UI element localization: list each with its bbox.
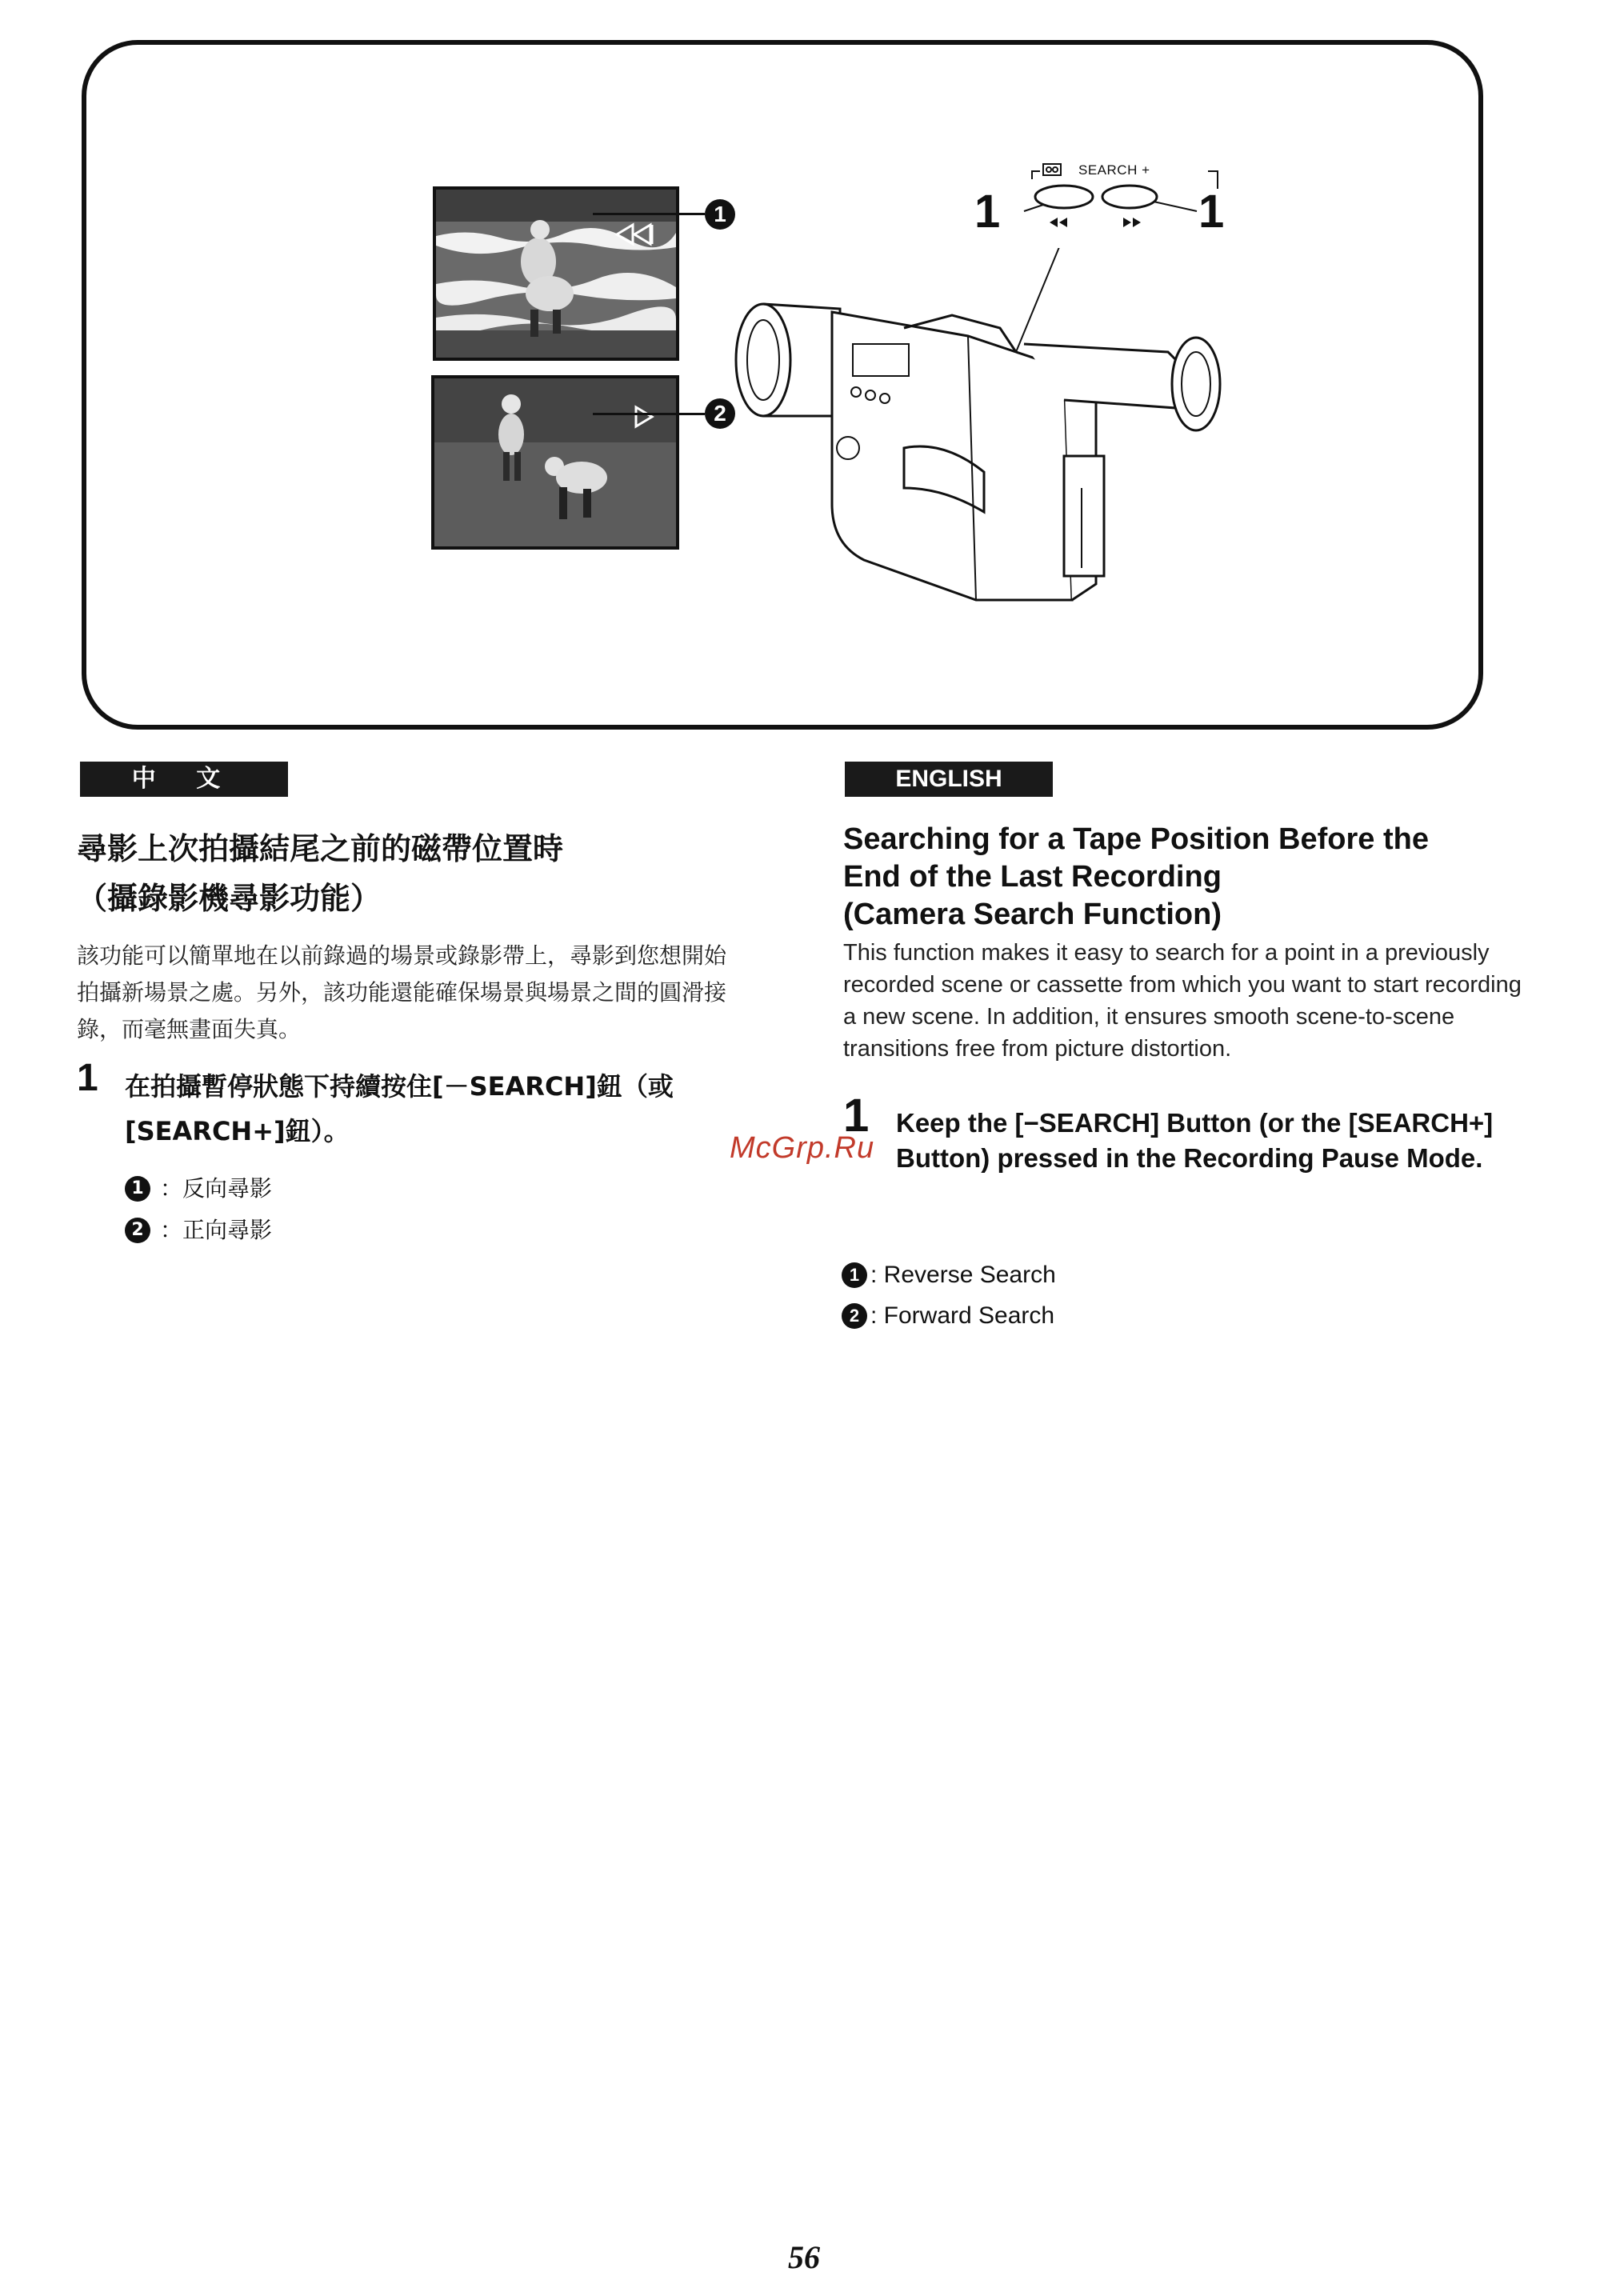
legend-callout-2: 2: [842, 1303, 867, 1329]
search-button-label: SEARCH +: [1078, 162, 1150, 178]
chinese-title: [77, 824, 741, 923]
chinese-legend-forward: [125, 1214, 272, 1246]
callout-leader-line: [593, 213, 705, 215]
english-legend-2-text: : Forward Search: [870, 1302, 1055, 1329]
legend-callout-1: 1: [125, 1176, 150, 1202]
legend-callout-2: 2: [125, 1218, 150, 1243]
figure-step-number-left: 1: [974, 186, 1001, 238]
english-title: [843, 821, 1563, 934]
legend-callout-1: 1: [842, 1262, 867, 1288]
fast-forward-icon: [1123, 218, 1141, 227]
chinese-title-line1: 尋影上次拍攝結尾之前的磁帶位置時: [77, 831, 564, 866]
watermark: McGrp.Ru: [730, 1131, 875, 1165]
english-section-badge: ENGLISH: [845, 762, 1053, 797]
english-legend-forward: [842, 1300, 1054, 1332]
chinese-step-text: 在拍攝暫停狀態下持續按住[－SEARCH]鈕（或[SEARCH+]鈕）。: [125, 1071, 674, 1146]
chinese-section-badge: 中 文: [80, 762, 288, 797]
chinese-legend-2-text: ：正向尋影: [160, 1217, 273, 1243]
search-buttons-diagram: [1008, 157, 1240, 237]
english-title-line3: (Camera Search Function): [843, 898, 1222, 931]
figure-step-number-right: 1: [1198, 186, 1225, 238]
callout-1: 1: [705, 199, 735, 230]
english-step-text: Keep the [−SEARCH] Button (or the [SEARCH+] Button) pressed in the Recording Pause Mode.: [896, 1108, 1494, 1173]
english-legend-1-text: : Reverse Search: [870, 1262, 1056, 1288]
english-title-line2: End of the Last Recording: [843, 860, 1222, 894]
chinese-step-number: 1: [77, 1057, 98, 1099]
chinese-intro-paragraph: 該功能可以簡單地在以前錄過的場景或錄影帶上，尋影到您想開始拍攝新場景之處。另外，該功能還能確保場景與場景之間的圓滑接錄，而毫無畫面失真。: [77, 942, 727, 1042]
camcorder-illustration: [712, 248, 1272, 664]
forward-search-photo: [434, 378, 676, 546]
chinese-legend-reverse: [125, 1173, 272, 1205]
chinese-legend-1-text: ：反向尋影: [160, 1175, 273, 1202]
forward-search-screen-image: [431, 375, 679, 550]
english-step-number: 1: [843, 1090, 870, 1142]
english-intro-paragraph: This function makes it easy to search for a point in a previously recorded scene or cassette from which you want to start recording a new scene. In addition, it ensures smooth scene-to-scene transitions free from picture distortion.: [843, 940, 1522, 1062]
chinese-title-line2: （攝錄影機尋影功能）: [77, 881, 382, 916]
rewind-icon: [1050, 218, 1067, 227]
english-title-line1: Searching for a Tape Position Before the: [843, 822, 1429, 856]
callout-2: 2: [705, 398, 735, 429]
callout-leader-line: [593, 413, 705, 415]
english-legend-reverse: [842, 1259, 1056, 1291]
page-number: 56: [788, 2239, 820, 2275]
